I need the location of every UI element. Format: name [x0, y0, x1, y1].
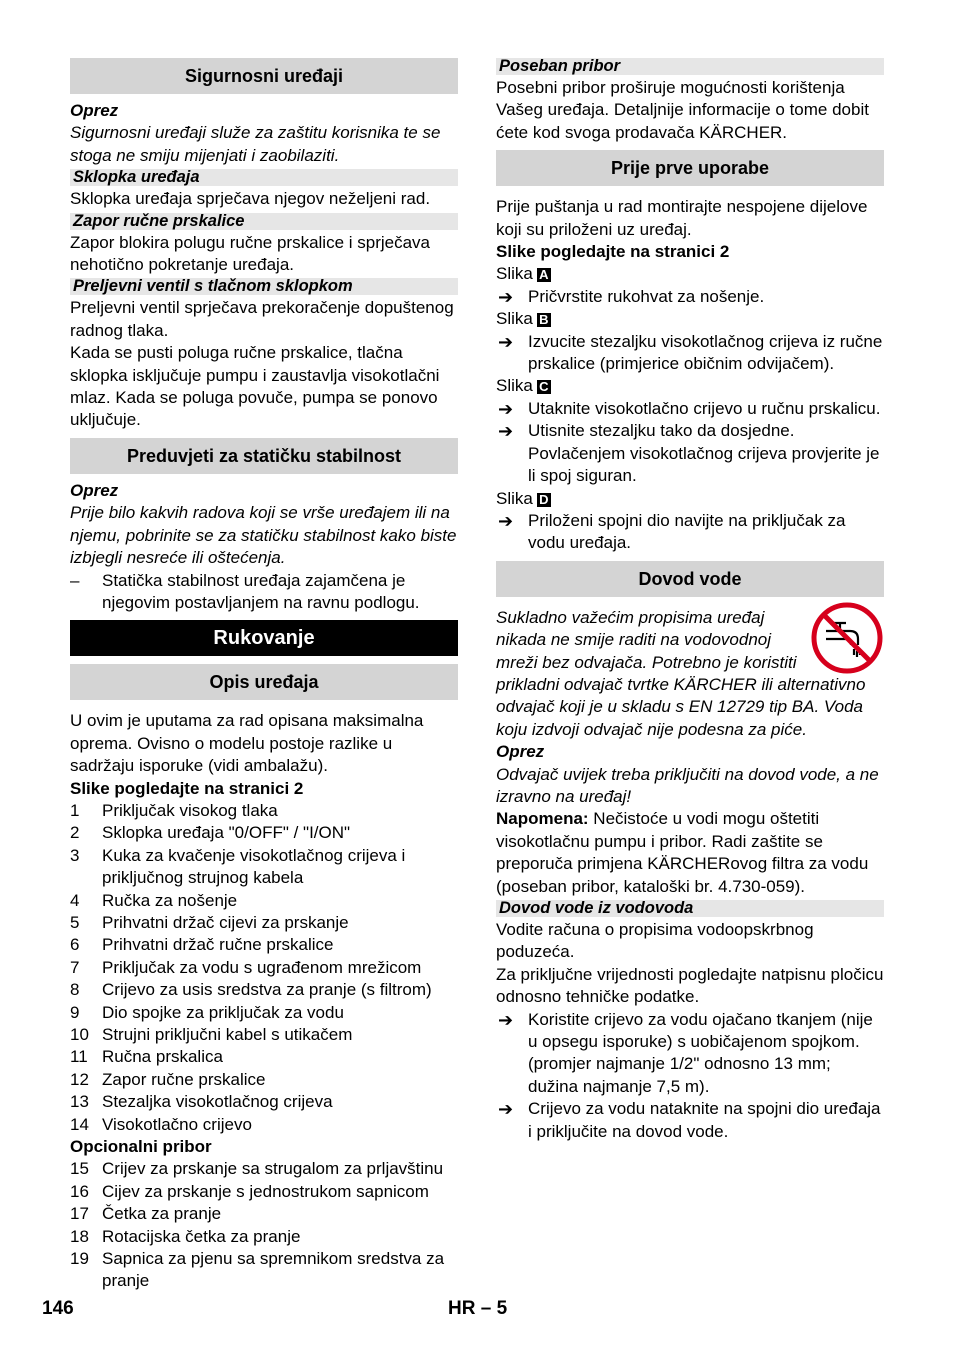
- list-item: [70, 934, 458, 956]
- step-item: ➔ Koristite crijevo za vodu ojačano tkanjem (nije u opsegu isporuke) s uobičajenom spojkom. (promjer najmanje 1/2" odnosno 13 mm; dužina najmanje 7,5 m).: [498, 1009, 873, 1096]
- figure-letter-d: D: [537, 493, 551, 507]
- chapter-heading-rukovanje: Rukovanje: [70, 620, 458, 656]
- list-item-text: Strujni priključni kabel s utikačem: [102, 1025, 353, 1044]
- subheading-vodovod: Dovod vode iz vodovoda: [496, 900, 884, 917]
- caution-label: Oprez: [70, 101, 119, 120]
- list-item: [70, 1226, 458, 1248]
- list-item-number: 11: [70, 1047, 88, 1067]
- figure-letter-b: B: [537, 313, 551, 327]
- dash-item-text: Statička stabilnost uređaja zajamčena je njegovim postavljanjem na ravnu podlogu.: [102, 570, 420, 612]
- dash-item: [70, 570, 458, 615]
- list-item-text: Stezaljka visokotlačnog crijeva: [102, 1092, 333, 1112]
- optional-parts-list: [70, 1158, 458, 1292]
- list-item-number: 17: [70, 1204, 89, 1224]
- paragraph: Kada se pusti poluga ručne prskalice, tlačna sklopka isključuje pumpu i zaustavlja visokotlačni mlaz. Kada se poluga povuče, pumpa se ponovo uključuje.: [70, 343, 440, 430]
- list-item-number: 18: [70, 1226, 89, 1246]
- list-item-text: Priključak za vodu s ugrađenom mrežicom: [102, 957, 422, 977]
- list-item-number: 3: [70, 845, 80, 865]
- list-item: [70, 1203, 458, 1225]
- list-item-text: Ručka za nošenje: [102, 890, 238, 910]
- list-item: [70, 845, 458, 890]
- subheading-zapor: Zapor ručne prskalice: [70, 213, 458, 230]
- list-item: [70, 1046, 458, 1068]
- list-item: [70, 979, 458, 1001]
- paragraph: Zapor blokira polugu ručne prskalice i sprječava nehotično pokretanje uređaja.: [70, 232, 431, 275]
- figure-label-a: Slika A: [496, 263, 884, 285]
- list-item-number: 4: [70, 890, 80, 910]
- list-item-number: 1: [70, 800, 80, 820]
- paragraph: Preljevni ventil sprječava prekoračenje dopuštenog radnog tlaka.: [70, 298, 454, 340]
- figures-reference: Slike pogledajte na stranici 2: [496, 242, 730, 262]
- arrow-right-icon: ➔: [498, 398, 514, 419]
- section-heading-opis: Opis uređaja: [70, 664, 458, 700]
- list-item-text: Kuka za kvačenje visokotlačnog crijeva i priključnog strujnog kabela: [102, 845, 406, 888]
- step-item: ➔ Pričvrstite rukohvat za nošenje.: [498, 286, 765, 307]
- step-item: ➔ Izvucite stezaljku visokotlačnog crijeva iz ručne prskalice (primjerice običnim odvijačem).: [498, 331, 883, 374]
- list-item-text: Crijevo za usis sredstva za pranje (s filtrom): [102, 980, 432, 1000]
- list-item: [70, 1114, 458, 1136]
- list-item-number: 13: [70, 1092, 89, 1112]
- step-item: ➔ Utaknite visokotlačno crijevo u ručnu prskalicu.: [498, 398, 881, 419]
- caution-label: Oprez: [70, 480, 119, 500]
- section-heading-sigurnosni: Sigurnosni uređaji: [70, 58, 458, 94]
- list-item-number: 9: [70, 1002, 80, 1022]
- list-item: [70, 822, 458, 844]
- arrow-right-icon: ➔: [498, 286, 514, 307]
- backflow-note: [496, 607, 884, 741]
- caution-text: Sigurnosni uređaji služe za zaštitu korisnika te se stoga ne smiju mijenjati i zaobilaziti.: [70, 123, 441, 165]
- list-item: [70, 1181, 458, 1203]
- list-item-text: Zapor ručne prskalice: [102, 1069, 266, 1089]
- dash-marker: –: [70, 570, 80, 590]
- list-item-number: 10: [70, 1025, 89, 1044]
- figures-reference: Slike pogledajte na stranici 2: [70, 778, 304, 798]
- list-item-text: Ručna prskalica: [102, 1047, 223, 1067]
- list-item-text: Crijev za prskanje sa strugalom za prljavštinu: [102, 1159, 444, 1179]
- list-item-number: 16: [70, 1181, 89, 1201]
- subheading-poseban: Poseban pribor: [496, 58, 884, 75]
- list-item-number: 5: [70, 912, 80, 932]
- caution-text: Prije bilo kakvih radova koji se vrše uređajem ili na njemu, pobrinite se za statičku stabilnost kako biste izbjegli nesreće ili oštećenja.: [70, 503, 457, 568]
- left-column: [70, 58, 458, 1293]
- napomena-paragraph: Napomena: Nečistoće u vodi mogu oštetiti visokotlačnu pumpu i pribor. Radi zaštite se preporuča primjena KÄRCHERovog filtra za vodu (poseban pribor, kataloški br. 4.730-059).: [496, 809, 869, 896]
- paragraph: Prije puštanja u rad montirajte nespojene dijelove koji su priloženi uz uređaj.: [496, 197, 868, 239]
- arrow-right-icon: ➔: [498, 421, 514, 442]
- list-item-text: Četka za pranje: [102, 1204, 222, 1224]
- list-item: [70, 1069, 458, 1091]
- arrow-right-icon: ➔: [498, 1099, 514, 1120]
- step-item: ➔ Utisnite stezaljku tako da dosjedne. Povlačenjem visokotlačnog crijeva provjerite je li spoj siguran.: [498, 421, 880, 486]
- list-item-text: Priključak visokog tlaka: [102, 800, 278, 820]
- figure-label-d: Slika D: [496, 488, 884, 510]
- list-item: [70, 1248, 458, 1293]
- list-item-text: Prihvatni držač ručne prskalice: [102, 935, 334, 955]
- list-item-number: 8: [70, 980, 80, 1000]
- list-item-number: 19: [70, 1249, 89, 1269]
- list-item-text: Prihvatni držač cijevi za prskanje: [102, 912, 349, 932]
- list-item-number: 6: [70, 935, 80, 955]
- list-item-number: 7: [70, 957, 80, 977]
- list-item-text: Cijev za prskanje s jednostrukom sapnicom: [102, 1181, 429, 1201]
- page-code: HR – 5: [448, 1298, 508, 1319]
- paragraph: Vodite računa o propisima vodoopskrbnog poduzeća.: [496, 920, 814, 962]
- caution-label: Oprez: [496, 742, 545, 762]
- list-item-text: Sapnica za pjenu sa spremnikom sredstva za pranje: [102, 1249, 445, 1291]
- right-column: [496, 58, 884, 1143]
- list-item: [70, 1024, 458, 1046]
- paragraph: Za priključne vrijednosti pogledajte natpisnu pločicu odnosno tehničke podatke.: [496, 964, 884, 1007]
- list-item: [70, 957, 458, 979]
- paragraph: Posebni pribor proširuje mogućnosti korištenja Vašeg uređaja. Detaljnije informacije o tome dobit ćete kod svoga prodavača KÄRCHER.: [496, 78, 869, 142]
- figure-label-b: Slika B: [496, 308, 884, 330]
- list-item: [70, 1158, 458, 1180]
- caution-text: Odvajač uvijek treba priključiti na dovod vode, a ne izravno na uređaj!: [496, 764, 879, 806]
- list-item: [70, 890, 458, 912]
- list-item-text: Sklopka uređaja "0/OFF" / "I/ON": [102, 823, 351, 843]
- list-item-number: 14: [70, 1114, 89, 1134]
- note-text: Sukladno važećim propisima uređaj nikada ne smije raditi na vodovodnoj mreži bez odvajača. Potrebno je koristiti prikladni odvajač tvrtke KÄRCHER ili alternativno odvajač koji je u skladu s EN 12729 tip BA. Voda koju izdvoji odvajač nije podesna za piće.: [496, 607, 866, 739]
- step-item: ➔ Priloženi spojni dio navijte na priključak za vodu uređaja.: [498, 510, 846, 553]
- arrow-right-icon: ➔: [498, 510, 514, 531]
- subheading-ventil: Preljevni ventil s tlačnom sklopkom: [70, 278, 458, 295]
- list-item: [70, 912, 458, 934]
- list-item-text: Rotacijska četka za pranje: [102, 1226, 301, 1246]
- list-item-number: 15: [70, 1159, 89, 1179]
- arrow-right-icon: ➔: [498, 331, 514, 352]
- section-heading-preduvjeti: Preduvjeti za statičku stabilnost: [70, 438, 458, 474]
- paragraph: Sklopka uređaja sprječava njegov neželjeni rad.: [70, 189, 431, 209]
- no-drinking-water-tap-icon: [810, 601, 884, 675]
- list-item: [70, 1002, 458, 1024]
- figure-letter-a: A: [537, 268, 551, 282]
- list-item-number: 2: [70, 823, 80, 843]
- arrow-right-icon: ➔: [498, 1009, 514, 1030]
- paragraph: U ovim je uputama za rad opisana maksimalna oprema. Ovisno o modelu postoje razlike u sadržaju isporuke (vidi ambalažu).: [70, 711, 424, 776]
- optional-accessories-heading: Opcionalni pribor: [70, 1137, 212, 1157]
- list-item-text: Dio spojke za priključak za vodu: [102, 1002, 344, 1022]
- list-item: [70, 800, 458, 822]
- list-item-text: Visokotlačno crijevo: [102, 1114, 252, 1134]
- parts-list: [70, 800, 458, 1136]
- list-item: [70, 1091, 458, 1113]
- step-item: ➔ Crijevo za vodu nataknite na spojni dio uređaja i priključite na dovod vode.: [498, 1099, 881, 1141]
- figure-label-c: Slika C: [496, 375, 884, 397]
- figure-letter-c: C: [537, 380, 551, 394]
- section-heading-dovod: Dovod vode: [496, 561, 884, 597]
- list-item-number: 12: [70, 1069, 89, 1089]
- subheading-sklopka: Sklopka uređaja: [70, 169, 458, 186]
- page-number: 146: [42, 1298, 74, 1319]
- section-heading-prije: Prije prve uporabe: [496, 150, 884, 186]
